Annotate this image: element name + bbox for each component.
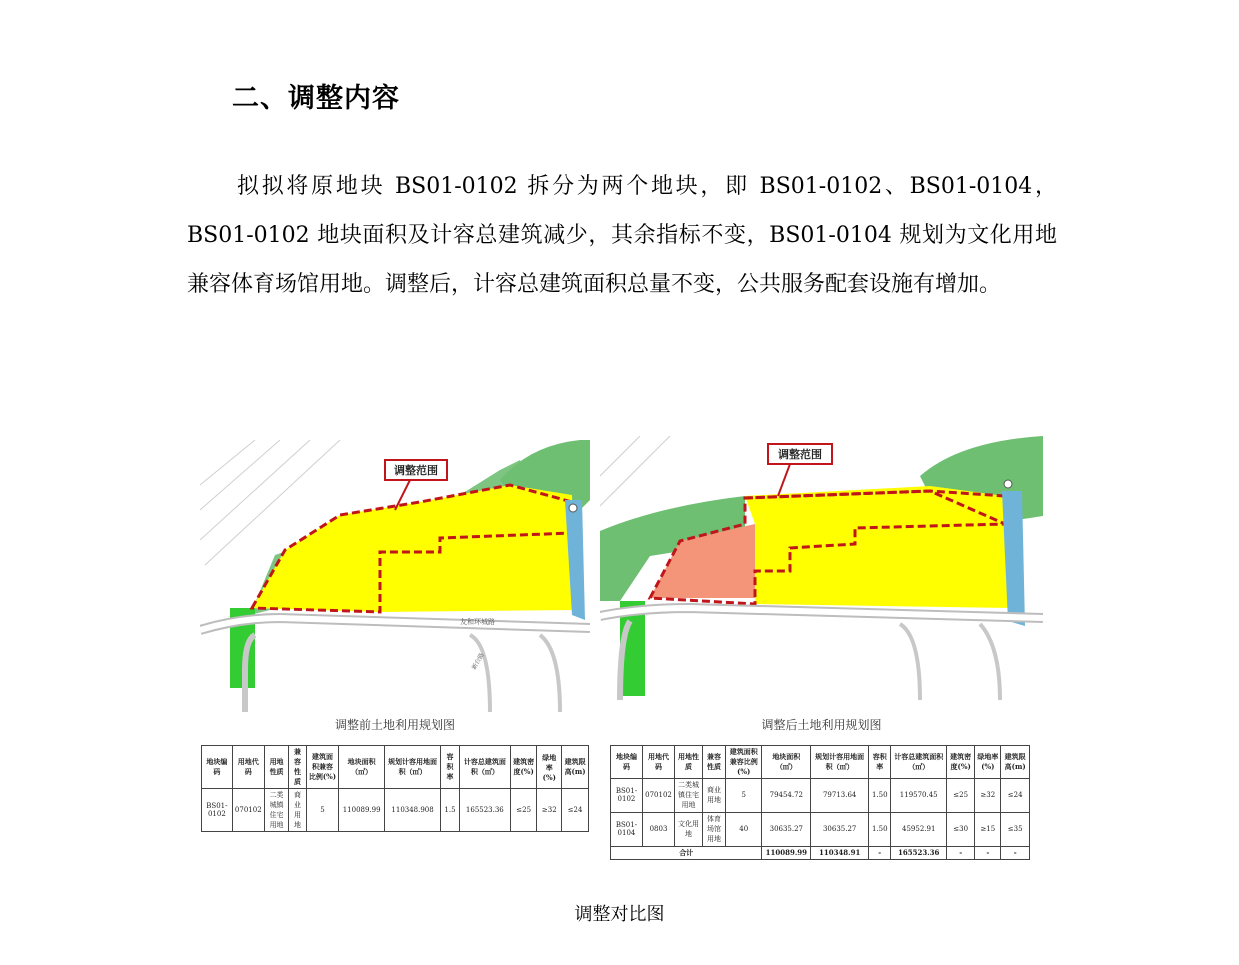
- table-cell: 1.50: [869, 812, 891, 846]
- table-cell: 110348.91: [811, 846, 869, 859]
- table-header-row: [202, 746, 589, 789]
- table-row: [611, 812, 1030, 846]
- table-header: 容积率: [441, 746, 460, 789]
- table-cell: 5: [306, 789, 339, 832]
- table-header: 用地性质: [675, 746, 703, 779]
- table-header: 建筑限高(m): [562, 746, 589, 789]
- table-cell: 1.50: [869, 778, 891, 812]
- body-paragraph: 拟拟将原地块 BS01-0102 拆分为两个地块，即 BS01-0102、BS01-0104，BS01-0102 地块面积及计容总建筑减少，其余指标不变，BS01-0104 规划为文化用地兼容体育场馆用地。调整后，计容总建筑面积总量不变，公共服务配套设施有增加。: [187, 174, 1057, 297]
- table-header: 建筑限高(m): [1001, 746, 1030, 779]
- table-cell: -: [975, 846, 1001, 859]
- table-row: [202, 789, 589, 832]
- table-header: 规划计容用地面积（㎡）: [384, 746, 440, 789]
- map-before-caption: 调整前土地利用规划图: [334, 718, 455, 732]
- table-header: 建筑密度(%): [510, 746, 537, 789]
- table-cell: 二类城镇住宅用地: [675, 778, 703, 812]
- section-heading: 二、调整内容: [232, 83, 400, 114]
- table-cell: ≥15: [975, 812, 1001, 846]
- table-header: 地块面积（㎡）: [762, 746, 811, 779]
- table-header: 建筑密度(%): [947, 746, 975, 779]
- table-cell: 119570.45: [891, 778, 947, 812]
- table-header: 地块编码: [611, 746, 643, 779]
- land-use-table-after: [610, 745, 1030, 860]
- table-cell: 5: [726, 778, 762, 812]
- table-cell: 30635.27: [762, 812, 811, 846]
- table-cell: -: [869, 846, 891, 859]
- table-cell: 商业用地: [702, 778, 725, 812]
- table-cell: 070102: [232, 789, 264, 832]
- table-cell: 110089.99: [339, 789, 385, 832]
- table-cell: ≤24: [562, 789, 589, 832]
- road-label-2: 新台路: [470, 651, 486, 671]
- table-header: 建筑面积兼容比例(%): [726, 746, 762, 779]
- table-row: [611, 778, 1030, 812]
- table-cell: ≤25: [510, 789, 537, 832]
- callout-label: 调整范围: [394, 464, 438, 477]
- table-cell: ≥32: [975, 778, 1001, 812]
- figure-caption: 调整对比图: [574, 904, 665, 925]
- map-before: [200, 440, 590, 712]
- table-header: 地块面积（㎡）: [339, 746, 385, 789]
- land-use-table-before: [201, 745, 589, 832]
- table-header: 绿地率(%): [537, 746, 562, 789]
- table-cell: 165523.36: [459, 789, 510, 832]
- table-cell: ≤24: [1001, 778, 1030, 812]
- table-cell: 二类城镇住宅用地: [264, 789, 289, 832]
- table-cell: ≤30: [947, 812, 975, 846]
- table-header: 绿地率(%): [975, 746, 1001, 779]
- table-cell: 070102: [642, 778, 674, 812]
- table-cell: 40: [726, 812, 762, 846]
- table-cell: ≤25: [947, 778, 975, 812]
- table-header: 用地性质: [264, 746, 289, 789]
- table-cell: 体育场馆用地: [702, 812, 725, 846]
- table-cell: -: [947, 846, 975, 859]
- table-cell: 30635.27: [811, 812, 869, 846]
- table-cell: ≥32: [537, 789, 562, 832]
- table-header: 计容总建筑面积（㎡）: [459, 746, 510, 789]
- table-cell: 165523.36: [891, 846, 947, 859]
- table-header-row: [611, 746, 1030, 779]
- road-label: 友和环城路: [460, 618, 495, 626]
- table-header: 兼容性质: [702, 746, 725, 779]
- table-cell: 110089.99: [762, 846, 811, 859]
- table-cell: BS01-0102: [611, 778, 643, 812]
- table-header: 计容总建筑面积（㎡）: [891, 746, 947, 779]
- table-cell: 1.5: [441, 789, 460, 832]
- callout-label: 调整范围: [778, 448, 822, 461]
- table-cell: BS01-0102: [202, 789, 233, 832]
- table-total-row: [611, 846, 1030, 859]
- map-after-caption: 调整后土地利用规划图: [761, 718, 882, 732]
- table-cell: 0803: [642, 812, 674, 846]
- table-cell: BS01-0104: [611, 812, 643, 846]
- table-cell: 110348.908: [384, 789, 440, 832]
- table-header: 容积率: [869, 746, 891, 779]
- table-cell: 79454.72: [762, 778, 811, 812]
- table-cell: 合计: [611, 846, 762, 859]
- table-header: 地块编码: [202, 746, 233, 789]
- table-cell: 文化用地: [675, 812, 703, 846]
- table-header: 兼容性质: [289, 746, 306, 789]
- table-cell: 45952.91: [891, 812, 947, 846]
- table-cell: 79713.64: [811, 778, 869, 812]
- table-header: 用地代码: [232, 746, 264, 789]
- table-cell: ≤35: [1001, 812, 1030, 846]
- table-header: 规划计容用地面积（㎡）: [811, 746, 869, 779]
- map-after: [600, 436, 1043, 700]
- table-cell: -: [1001, 846, 1030, 859]
- table-header: 建筑面积兼容比例(%): [306, 746, 339, 789]
- table-cell: 商业用地: [289, 789, 306, 832]
- table-header: 用地代码: [642, 746, 674, 779]
